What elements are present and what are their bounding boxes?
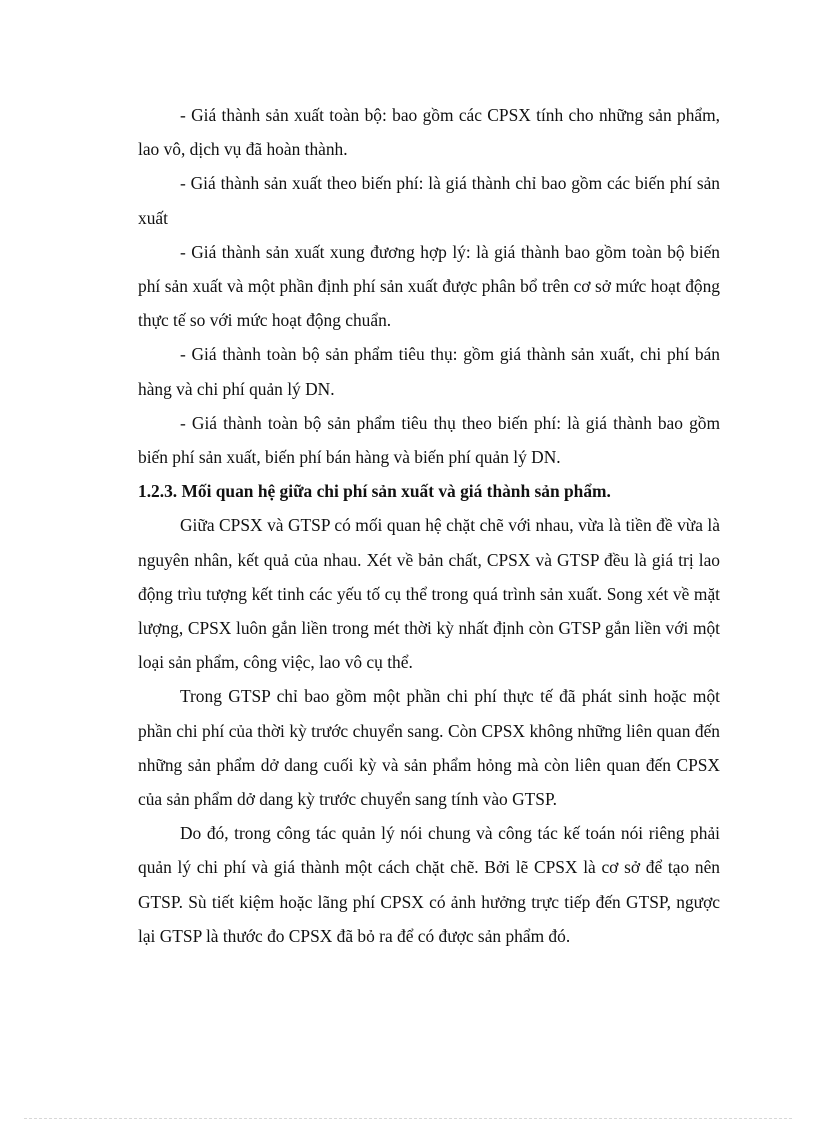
paragraph-management: Do đó, trong công tác quản lý nói chung và công tác kế toán nói riêng phải quản lý chi phí và giá thành một cách chặt chẽ. Bởi lẽ CPSX là cơ sở để tạo nên GTSP. Sù tiết kiệm hoặc lãng phí CPSX có ảnh hưởng trực tiếp đến GTSP, ngược lại GTSP là thước đo CPSX đã bỏ ra để có được sản phẩm đó.	[138, 823, 720, 946]
paragraph-total-sold-cost: - Giá thành toàn bộ sản phẩm tiêu thụ: gồm giá thành sản xuất, chi phí bán hàng và chi phí quản lý DN.	[138, 344, 720, 399]
section-heading: 1.2.3. Mối quan hệ giữa chi phí sản xuất và giá thành sản phẩm.	[138, 481, 611, 502]
document-page	[138, 98, 720, 953]
paragraph-variable-cost: - Giá thành sản xuất theo biến phí: là giá thành chỉ bao gồm các biến phí sản xuất	[138, 173, 720, 228]
page-bottom-divider	[24, 1118, 792, 1119]
paragraph-full-cost: - Giá thành sản xuất toàn bộ: bao gồm các CPSX tính cho những sản phẩm, lao vô, dịch vụ đã hoàn thành.	[138, 105, 720, 160]
paragraph-rational-cost: - Giá thành sản xuất xung đương hợp lý: là giá thành bao gồm toàn bộ biến phí sản xuất và một phần định phí sản xuất được phân bổ trên cơ sở mức hoạt động thực tế so với mức hoạt động chuẩn.	[138, 241, 720, 331]
paragraph-relationship: Giữa CPSX và GTSP có mối quan hệ chặt chẽ với nhau, vừa là tiền đề vừa là nguyên nhân, kết quả của nhau. Xét về bản chất, CPSX và GTSP đều là giá trị lao động trìu tượng kết tinh các yếu tố cụ thể trong quá trình sản xuất. Song xét về mặt lượng, CPSX luôn gắn liền trong mét thời kỳ nhất định còn GTSP gắn liền với một loại sản phẩm, công việc, lao vô cụ thể.	[138, 515, 720, 673]
paragraph-gtsp-scope: Trong GTSP chỉ bao gồm một phần chi phí thực tế đã phát sinh hoặc một phần chi phí của thời kỳ trước chuyển sang. Còn CPSX không những liên quan đến những sản phẩm dở dang cuối kỳ và sản phẩm hỏng mà còn liên quan đến CPSX của sản phẩm dở dang kỳ trước chuyển sang tính vào GTSP.	[138, 686, 720, 810]
paragraph-total-sold-variable-cost: - Giá thành toàn bộ sản phẩm tiêu thụ theo biến phí: là giá thành bao gồm biến phí sản xuất, biến phí bán hàng và biến phí quản lý DN.	[138, 412, 720, 468]
